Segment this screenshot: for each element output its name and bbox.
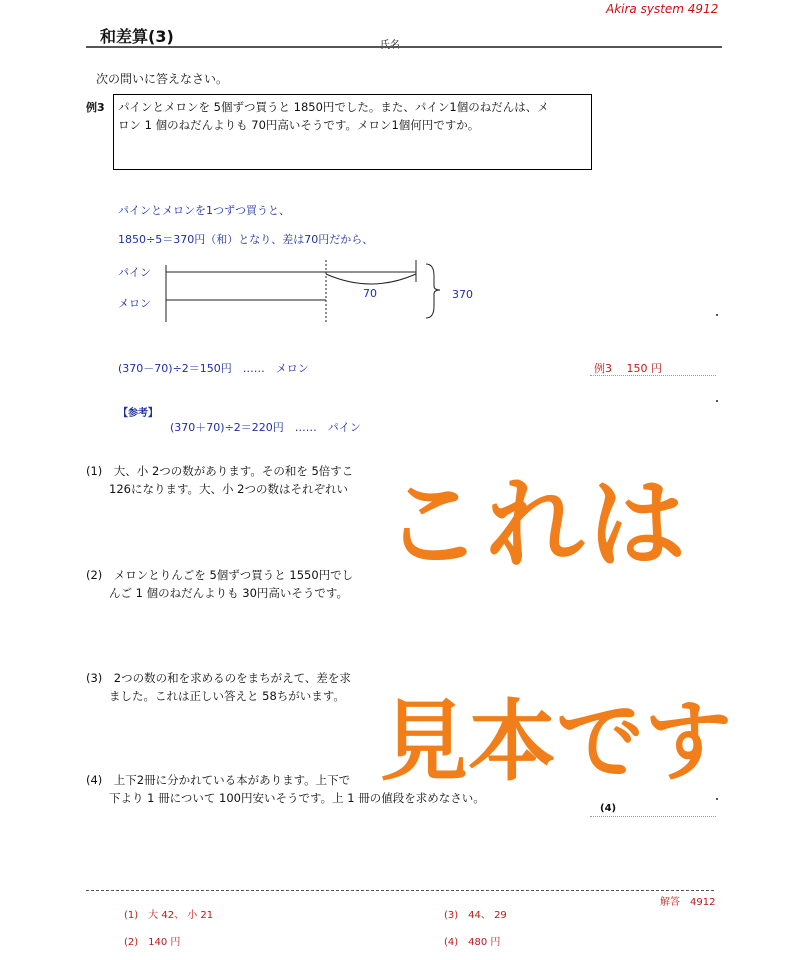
example-answer: 例3 150 円 xyxy=(594,362,662,375)
diagram-label-melon: メロン xyxy=(118,297,151,310)
example-label: 例3 xyxy=(86,101,105,114)
answer-slot-label: (4) xyxy=(600,803,617,814)
answer-key-item: (2) 140 円 xyxy=(124,937,181,948)
instruction-text: 次の問いに答えなさい。 xyxy=(96,72,229,86)
example-answer-line xyxy=(590,375,716,376)
reference-label: 【参考】 xyxy=(118,408,158,419)
question-2: (2) メロンとりんごを 5個ずつ買うと 1550円でし んご 1 個のねだんよりも 30円高いそうです。 xyxy=(86,568,354,600)
diagram-sum-label: 370 xyxy=(452,288,473,301)
answer-key-label: 解答 4912 xyxy=(660,897,716,908)
dot-mark xyxy=(716,798,718,800)
brand-label: Akira system 4912 xyxy=(606,2,719,16)
question-4: (4) 上下2冊に分かれている本があります。上下で 下より 1 冊について 100円安いそうです。上 1 冊の値段を求めなさい。 xyxy=(86,773,485,805)
answer-slot-line xyxy=(590,816,716,817)
solution-step-1: パインとメロンを1つずつ買うと、 xyxy=(118,204,290,217)
dot-mark xyxy=(716,400,718,402)
diagram-difference-label: 70 xyxy=(363,287,377,300)
line-segment-diagram xyxy=(150,252,450,324)
question-3: (3) 2つの数の和を求めるのをまちがえて、差を求 ました。これは正しい答えと 58ちがいます。 xyxy=(86,671,351,703)
solution-step-2: 1850÷5＝370円（和）となり、差は70円だから、 xyxy=(118,233,374,246)
name-field-label: 氏名 xyxy=(380,40,400,51)
reference-calculation: (370＋70)÷2＝220円 …… パイン xyxy=(170,421,361,434)
sum-brace xyxy=(426,264,440,318)
solution-calculation: (370－70)÷2＝150円 …… メロン xyxy=(118,362,309,375)
watermark-line-2: 見本です xyxy=(380,690,733,793)
answer-key-item: (1) 大 42、 小 21 xyxy=(124,910,214,921)
answer-key-item: (4) 480 円 xyxy=(444,937,501,948)
answer-key-divider xyxy=(86,890,714,891)
difference-arc xyxy=(326,274,416,284)
question-1: (1) 大、小 2つの数があります。その和を 5倍すこ 126になります。大、小 2つの数はそれぞれい xyxy=(86,464,354,496)
example-problem-text: パインとメロンを 5個ずつ買うと 1850円でした。また、パイン1個のねだんは、メ ロン 1 個のねだんよりも 70円高いそうです。メロン1個何円ですか。 xyxy=(118,100,549,132)
worksheet-title: 和差算(3) xyxy=(100,27,174,46)
dot-mark xyxy=(716,314,718,316)
watermark-line-1: これは xyxy=(384,468,691,582)
diagram-label-pine: パイン xyxy=(118,266,151,279)
answer-key-item: (3) 44、 29 xyxy=(444,910,507,921)
title-divider xyxy=(86,46,722,48)
